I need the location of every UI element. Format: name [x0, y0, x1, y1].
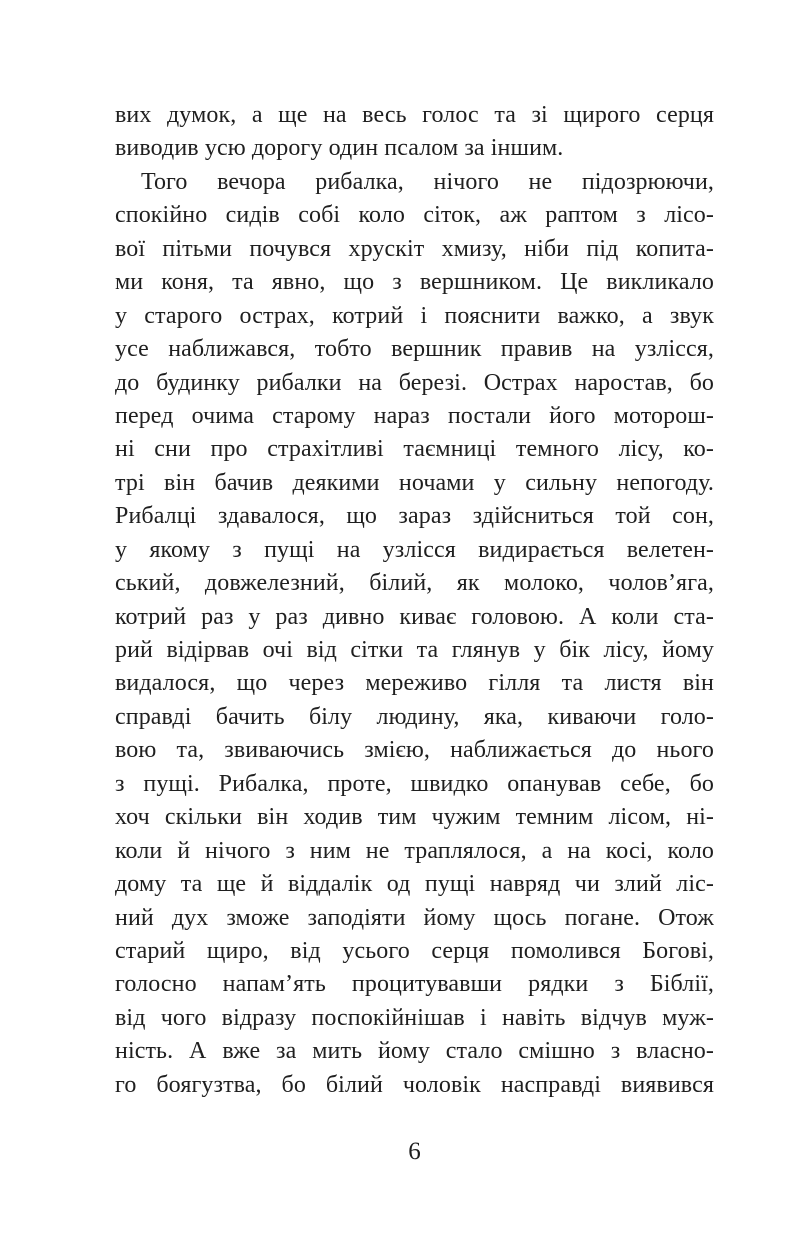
text-line: ський, довжелезний, білий, як молоко, чолов’яга, — [115, 570, 714, 597]
text-line: старий щиро, від усього серця помолився Богові, — [115, 937, 714, 964]
text-line: видалося, що через мереживо гілля та листя він — [115, 670, 714, 697]
page-number: 6 — [408, 1138, 421, 1165]
text-line: дому та ще й віддалік од пущі навряд чи злий ліс- — [115, 871, 714, 898]
text-line: у старого острах, котрий і пояснити важко, а звук — [115, 302, 714, 329]
text-line: Того вечора рибалка, нічого не підозрюючи, — [141, 168, 714, 195]
text-line: го боягузтва, бо білий чоловік насправді виявився — [115, 1071, 714, 1098]
text-line: вою та, звиваючись змією, наближається до нього — [115, 737, 714, 764]
text-line: вих думок, а ще на весь голос та зі щирого серця — [115, 102, 714, 128]
text-line: рий відірвав очі від сітки та глянув у бік лісу, йому — [115, 637, 714, 663]
text-line: до будинку рибалки на березі. Острах наростав, бо — [115, 369, 714, 396]
text-line: Рибалці здавалося, що зараз здійсниться той сон, — [115, 503, 714, 530]
text-line: ність. А вже за мить йому стало смішно з власно- — [115, 1038, 714, 1065]
text-line: коли й нічого з ним не траплялося, а на косі, коло — [115, 837, 714, 864]
text-line: від чого відразу поспокійнішав і навіть відчув муж- — [115, 1004, 714, 1031]
text-line: котрий раз у раз дивно киває головою. А коли ста- — [115, 603, 714, 630]
text-line: у якому з пущі на узлісся видирається велетен- — [115, 536, 714, 563]
text-line: ний дух зможе заподіяти йому щось погане. Отож — [115, 904, 714, 931]
text-line: голосно напам’ять процитувавши рядки з Біблії, — [115, 971, 714, 998]
text-line: усе наближався, тобто вершник правив на узлісся, — [115, 336, 714, 363]
text-line: хоч скільки він ходив тим чужим темним лісом, ні- — [115, 804, 714, 831]
text-line: перед очима старому нараз постали його моторош- — [115, 402, 714, 429]
text-block — [115, 99, 714, 1102]
text-line: вої пітьми почувся хрускіт хмизу, ніби під копита- — [115, 235, 714, 262]
text-line: ми коня, та явно, що з вершником. Це викликало — [115, 269, 714, 296]
text-line: трі він бачив деякими ночами у сильну непогоду. — [115, 469, 714, 496]
text-line: спокійно сидів собі коло сіток, аж раптом з лісо- — [115, 202, 714, 229]
text-line: ні сни про страхітливі таємниці темного лісу, ко- — [115, 436, 714, 463]
text-line: виводив усю дорогу один псалом за іншим. — [115, 135, 564, 162]
text-line: справді бачить білу людину, яка, киваючи голо- — [115, 703, 714, 730]
text-line: з пущі. Рибалка, проте, швидко опанував себе, бо — [115, 770, 714, 797]
